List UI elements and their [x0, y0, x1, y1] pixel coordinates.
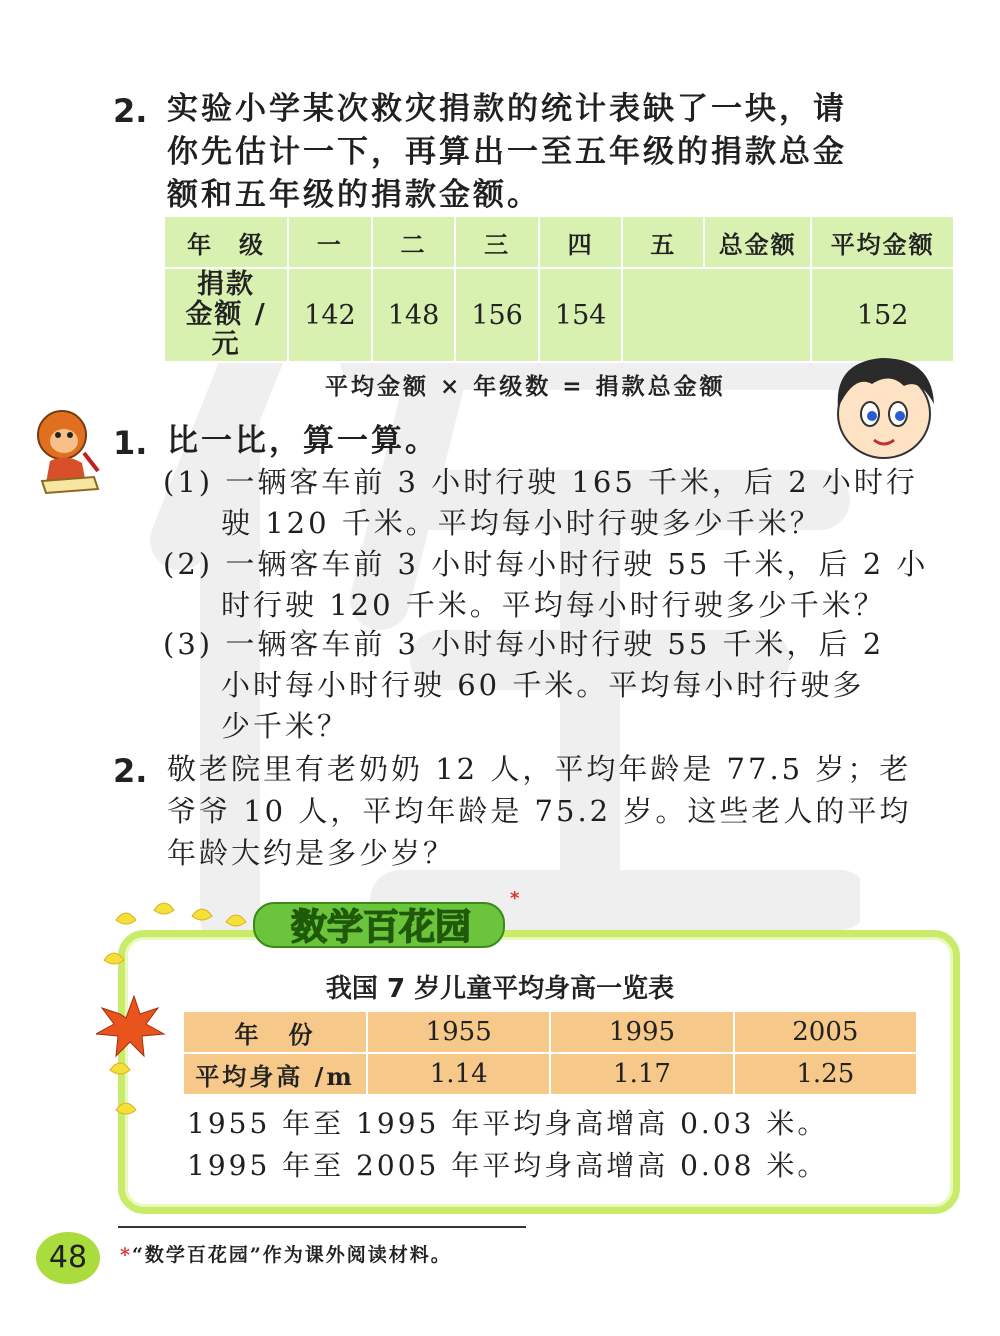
table-row: [183, 1053, 917, 1095]
math-garden-title-text: 数学百花园: [290, 907, 472, 948]
table-cell: 2005: [734, 1011, 917, 1053]
exercise-line: 敬老院里有老奶奶 12 人，平均年龄是 77.5 岁；老: [167, 752, 912, 786]
page-number: 48: [36, 1232, 100, 1284]
exercise-text: [167, 748, 911, 874]
question-text: [167, 88, 847, 217]
table-cell: 1955: [367, 1011, 550, 1053]
sub-number: (1): [163, 465, 214, 499]
boy-illustration-icon: [820, 348, 950, 466]
table-cell: 156: [455, 268, 539, 362]
monkey-reading-icon: [28, 405, 108, 495]
row-label: 平均身高 /m: [183, 1053, 367, 1095]
table-header: 平均金额: [811, 216, 954, 268]
garden-text-line: 1995 年至 2005 年平均身高增高 0.08 米。: [187, 1149, 829, 1182]
sub-question-line: [163, 624, 884, 665]
table-header: 四: [539, 216, 623, 268]
row-label-line: 金额 / 元: [185, 299, 267, 360]
table-cell: 1.25: [734, 1053, 917, 1095]
table-cell: 152: [811, 268, 954, 362]
sub-number: (2): [163, 547, 214, 581]
row-label-line: 捐款: [197, 269, 256, 300]
sub-question: [163, 544, 928, 626]
table-row: [164, 216, 954, 268]
table-header: 二: [372, 216, 456, 268]
question-line: 你先估计一下，再算出一至五年级的捐款总金: [167, 134, 847, 170]
question-line: 额和五年级的捐款金额。: [167, 177, 541, 213]
formula-hint: 平均金额 × 年级数 = 捐款总金额: [325, 373, 726, 400]
table-cell: 1.14: [367, 1053, 550, 1095]
table-cell: 154: [539, 268, 623, 362]
footnote-star: *: [120, 1244, 132, 1266]
table-cell: 1.17: [550, 1053, 733, 1095]
table-cell: 148: [372, 268, 456, 362]
exercise-line: 年龄大约是多少岁？: [167, 836, 456, 870]
footnote-divider: [118, 1226, 526, 1228]
row-label: [164, 268, 288, 362]
sub-text: 一辆客车前 3 小时每小时行驶 55 千米，后 2 小: [225, 547, 929, 581]
table-header: 三: [455, 216, 539, 268]
table-cell: 142: [288, 268, 372, 362]
sub-question-line: [163, 544, 928, 585]
exercise-line: 爷爷 10 人，平均年龄是 75.2 岁。这些老人的平均: [167, 794, 912, 828]
sub-number: (3): [163, 627, 214, 661]
sub-text: 一辆客车前 3 小时每小时行驶 55 千米，后 2: [225, 627, 885, 661]
sub-question-line: 时行驶 120 千米。平均每小时行驶多少千米？: [221, 588, 886, 622]
height-table: [182, 1010, 918, 1096]
sub-question: [163, 624, 884, 747]
table-header: 年 份: [183, 1011, 367, 1053]
question-line: 实验小学某次救灾捐款的统计表缺了一块，请: [167, 91, 847, 127]
sub-question-line: 驶 120 千米。平均每小时行驶多少千米？: [221, 506, 822, 540]
garden-text-line: 1955 年至 1995 年平均身高增高 0.03 米。: [187, 1107, 829, 1140]
table-cell: [622, 268, 811, 362]
sub-question: [163, 462, 918, 544]
table-header: 五: [622, 216, 704, 268]
table-header: 总金额: [704, 216, 811, 268]
table-row: [183, 1011, 917, 1053]
footnote-text: “数学百花园”作为课外阅读材料。: [131, 1244, 452, 1266]
table-header: 年 级: [164, 216, 288, 268]
math-garden-title-icon: [250, 895, 512, 953]
sub-text: 一辆客车前 3 小时行驶 165 千米，后 2 小时行: [225, 465, 918, 499]
exercise-title: 比一比，算一算。: [167, 423, 439, 459]
height-table-caption: 我国 7 岁儿童平均身高一览表: [325, 974, 675, 1004]
table-header: 一: [288, 216, 372, 268]
footnote: [120, 1240, 452, 1267]
exercise-number: 1.: [113, 424, 148, 462]
math-garden-star: *: [510, 888, 520, 909]
question-number: 2.: [113, 92, 148, 130]
donation-table: [163, 215, 955, 363]
table-cell: 1995: [550, 1011, 733, 1053]
sub-question-line: 少千米？: [221, 709, 350, 743]
sub-question-line: 小时每小时行驶 60 千米。平均每小时行驶多: [221, 668, 865, 702]
exercise-number: 2.: [113, 752, 148, 790]
sub-question-line: [163, 462, 918, 503]
